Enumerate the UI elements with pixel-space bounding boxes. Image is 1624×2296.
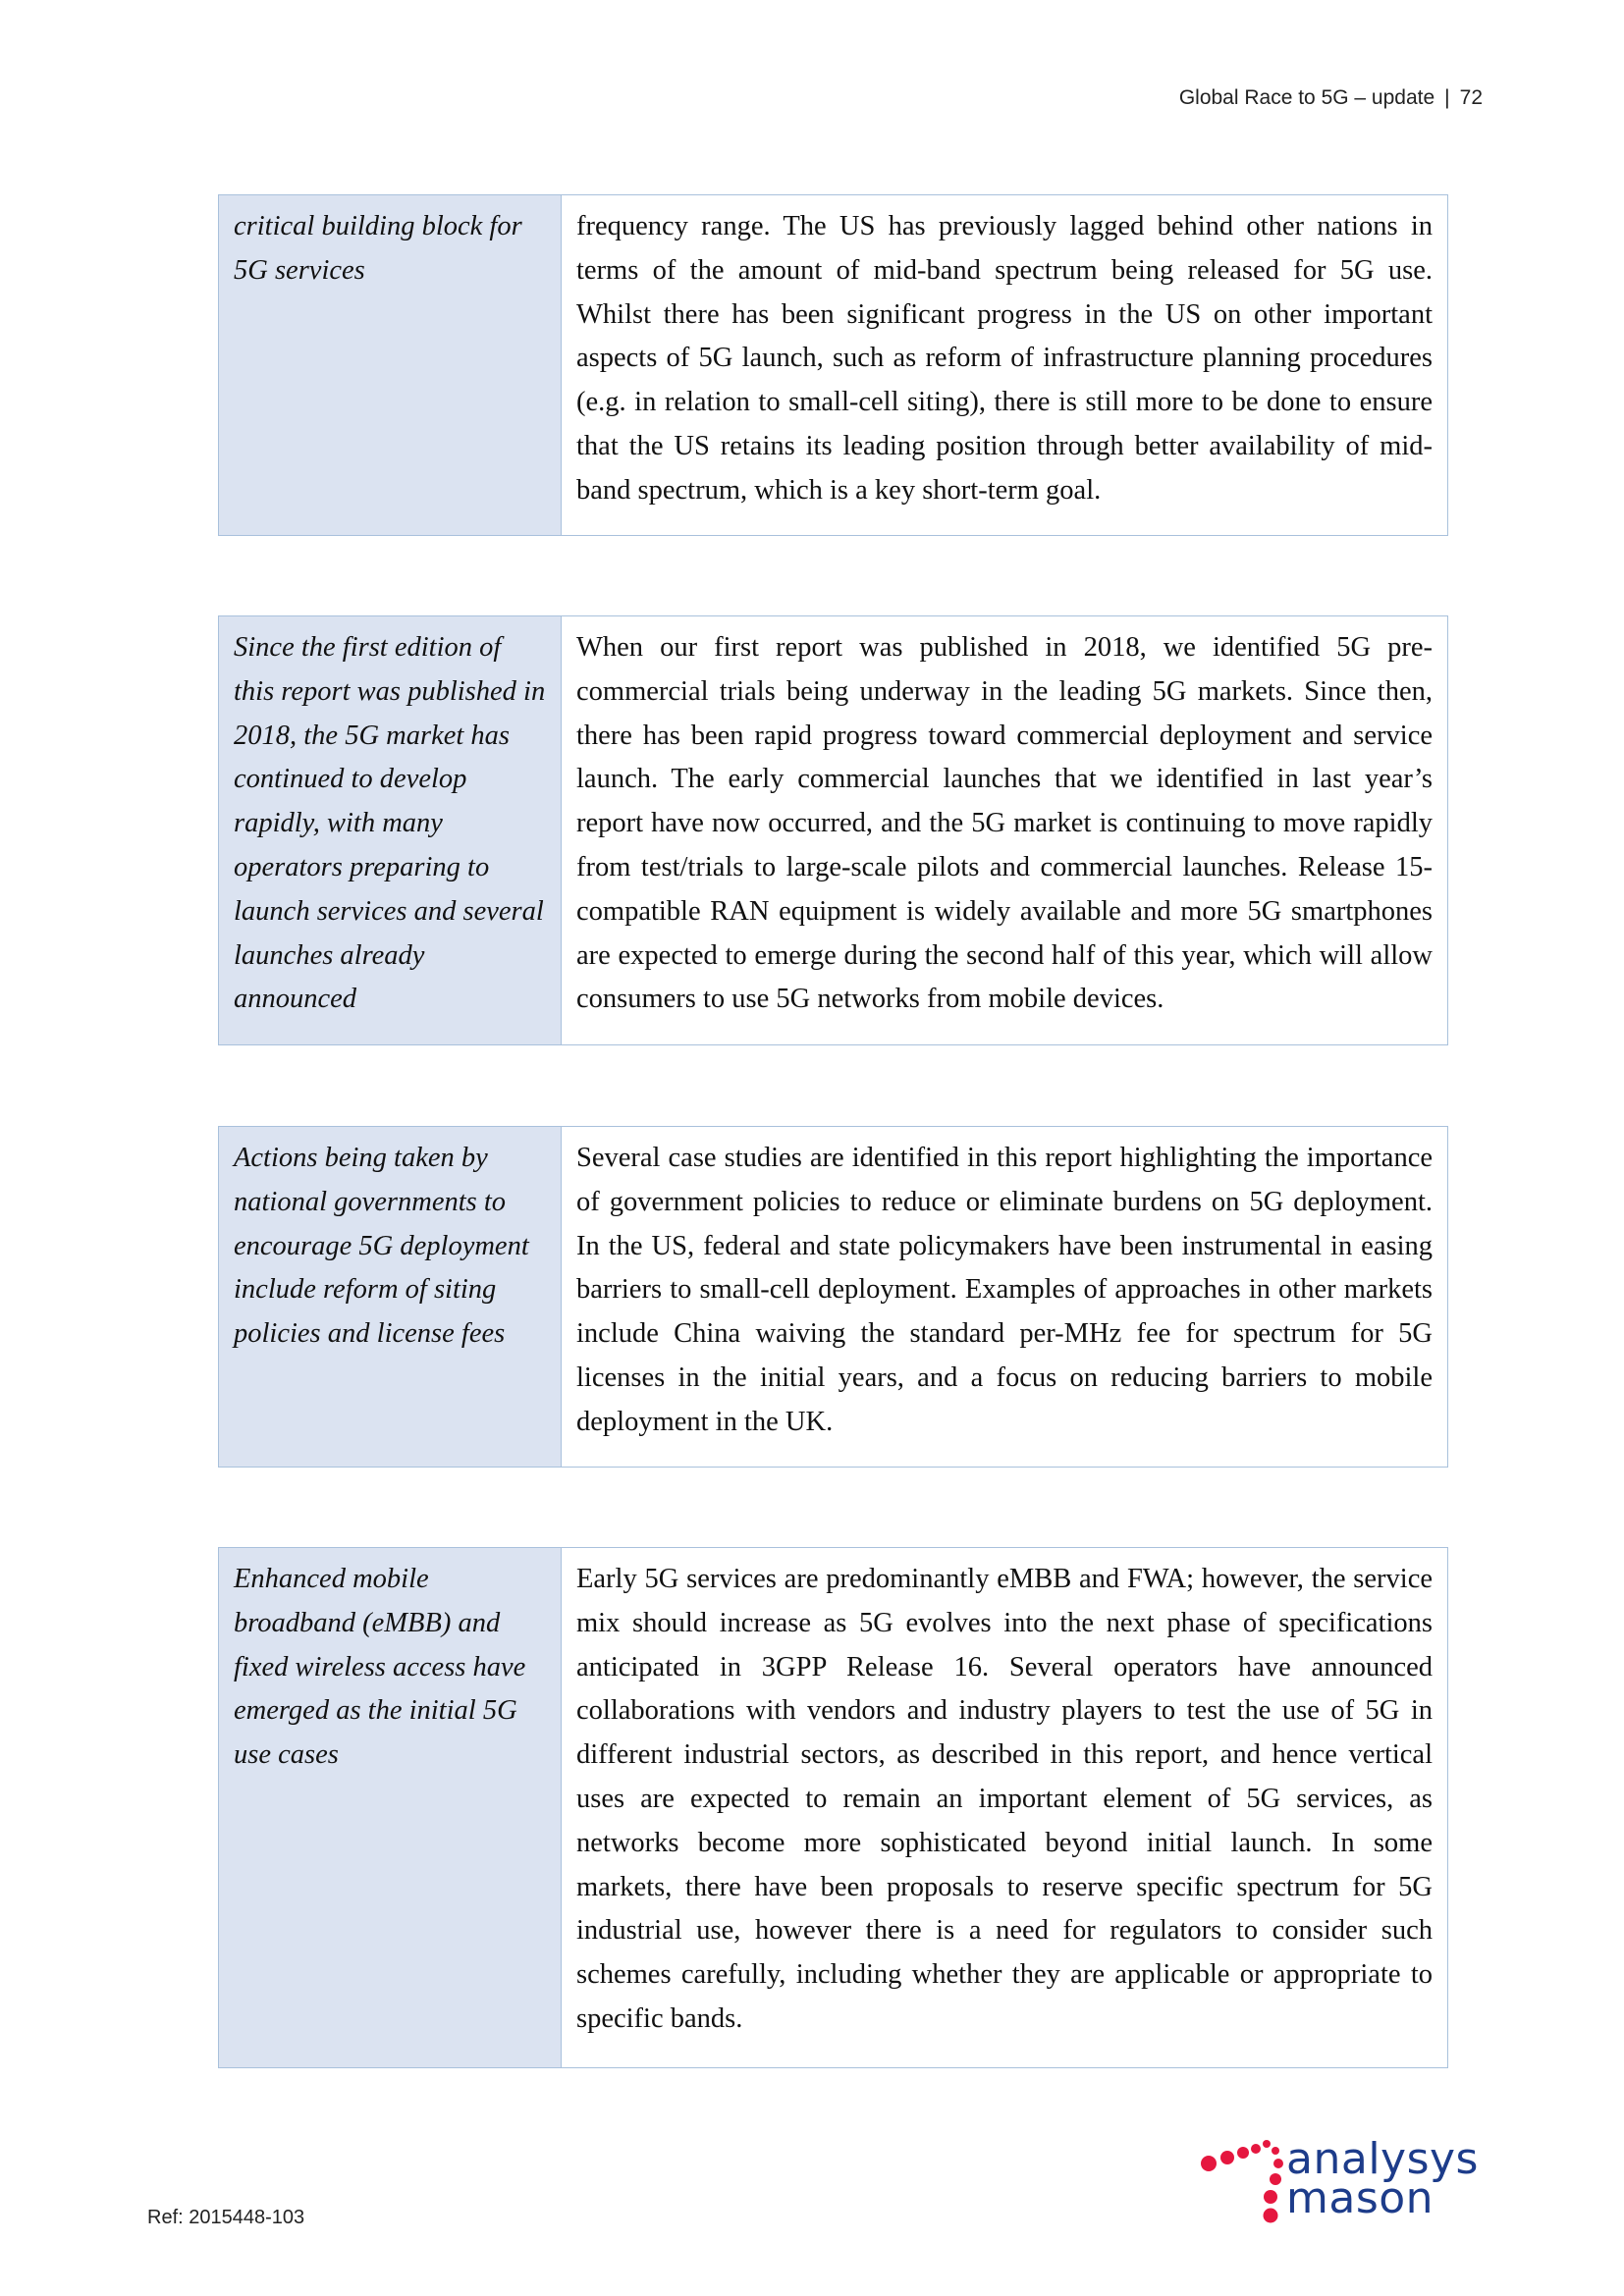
header-separator: | (1444, 86, 1450, 109)
key-point-sidebar: critical building block for 5G services (219, 195, 562, 535)
logo-word-mason: mason (1286, 2173, 1435, 2223)
page-number: 72 (1459, 86, 1483, 109)
key-point-sidebar: Enhanced mobile broadband (eMBB) and fixed wireless access have emerged as the initial 5G use cases (219, 1548, 562, 2067)
document-reference: Ref: 2015448-103 (147, 2207, 305, 2228)
summary-text: Several case studies are identified in this report highlighting the importance of government policies to reduce or eliminate burdens on 5G deployment. In the US, federal and state policymakers have been instrumental in easing barriers to small-cell deployment. Examples of approaches in other markets include China waiving the standard per-MHz fee for spectrum for 5G licenses in the initial years, and a focus on reducing barriers to mobile deployment in the UK. (576, 1143, 1433, 1437)
key-point-sidebar: Since the first edition of this report was published in 2018, the 5G market has continued to develop rapidly, with many operators preparing to launch services and several launches already announced (219, 616, 562, 1044)
summary-text: When our first report was published in 2018, we identified 5G pre-commercial trials being underway in the leading 5G markets. Since then, there has been rapid progress toward commercial deployment and service launch. The early commercial launches that we identified in last year’s report have now occurred, and the 5G market is continuing to move rapidly from test/trials to large-scale pilots and commercial launches. Release 15-compatible RAN equipment is widely available and more 5G smartphones are expected to emerge during the second half of this year, which will allow consumers to use 5G networks from mobile devices. (576, 632, 1433, 1015)
key-point-sidebar: Actions being taken by national governments to encourage 5G deployment include reform of siting policies and license fees (219, 1127, 562, 1467)
summary-box-3 (218, 1126, 1448, 1468)
summary-box-2 (218, 615, 1448, 1045)
page-header (1179, 86, 1483, 110)
logo-wordmark (1286, 2134, 1479, 2223)
summary-text: Early 5G services are predominantly eMBB and FWA; however, the service mix should increase as 5G evolves into the next phase of specifications anticipated in 3GPP Release 16. Several operators have announced collaborations with vendors and industry players to test the use of 5G in different industrial sectors, as described in this report, and hence vertical uses are expected to remain an important element of 5G services, as networks become more sophisticated beyond initial launch. In some markets, there have been proposals to reserve specific spectrum for 5G industrial use, however there is a need for regulators to consider such schemes carefully, including whether they are applicable or appropriate to specific bands. (576, 1564, 1433, 2034)
report-title: Global Race to 5G – update (1178, 86, 1435, 109)
summary-text: frequency range. The US has previously lagged behind other nations in terms of the amount of mid-band spectrum being released for 5G use. Whilst there has been significant progress in the US on other important aspects of 5G launch, such as reform of infrastructure planning procedures (e.g. in relation to small-cell siting), there is still more to be done to ensure that the US retains its leading position through better availability of mid-band spectrum, which is a key short-term goal. (576, 211, 1433, 506)
summary-box-4 (218, 1547, 1448, 2068)
summary-box-1 (218, 194, 1448, 536)
logo-word-analysys: analysys (1286, 2134, 1479, 2184)
